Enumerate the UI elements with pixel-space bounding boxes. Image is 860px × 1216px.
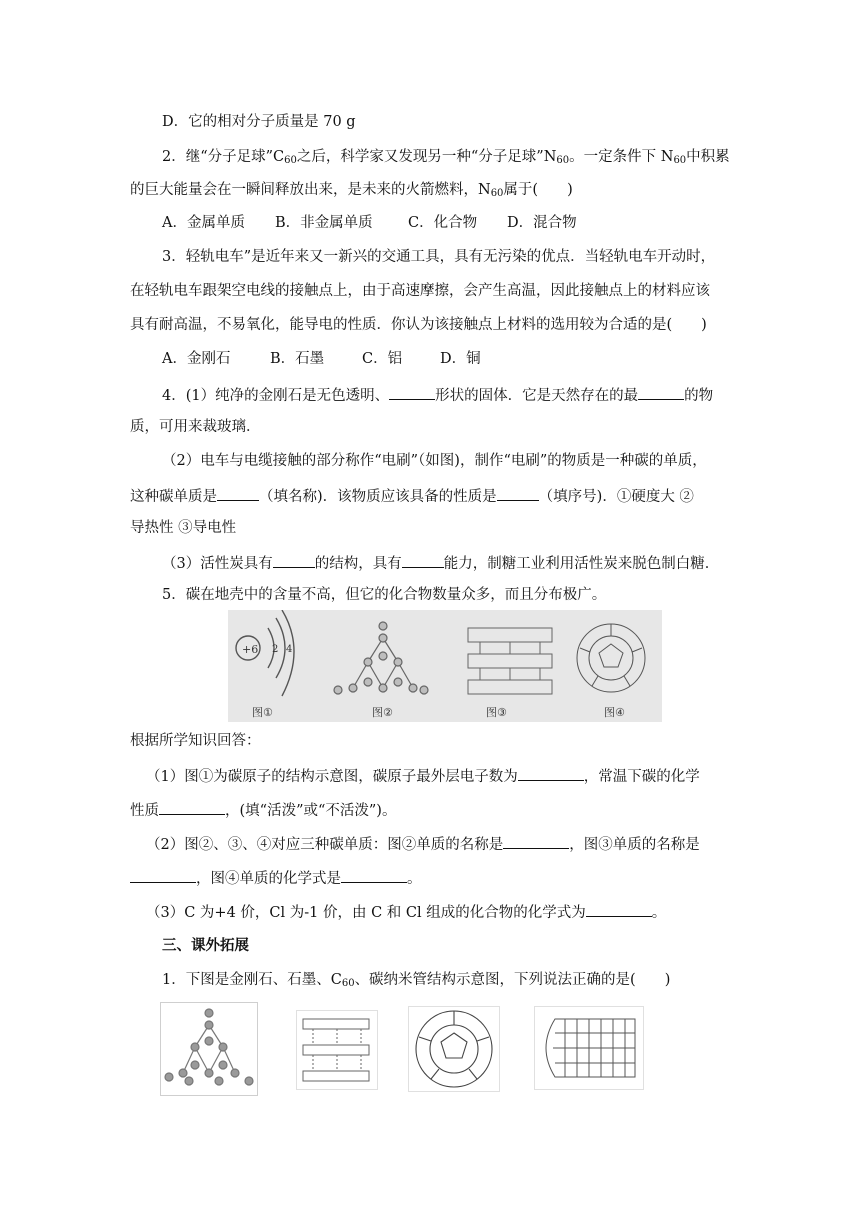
figure-label-2: 图② xyxy=(372,706,393,719)
graphite-icon xyxy=(297,1011,377,1089)
c60-icon xyxy=(409,1007,499,1091)
c60-figure xyxy=(408,1006,500,1092)
diamond-figure xyxy=(160,1002,258,1096)
q3-option-b[interactable]: B．石墨 xyxy=(270,351,325,367)
q4-part2-line2: 这种碳单质是 （填名称)．该物质应该具备的性质是 （填序号)．①硬度大 ② xyxy=(130,485,694,507)
carbon-figures-image xyxy=(228,610,662,722)
q5-sub3: （3）C 为+4 价，Cl 为-1 价，由 C 和 Cl 组成的化合物的化学式为 。 xyxy=(146,901,666,923)
answer-blank[interactable] xyxy=(217,485,259,501)
q2-option-c[interactable]: C．化合物 xyxy=(408,215,478,231)
graphite-figure xyxy=(296,1010,378,1090)
graphite-structure-icon xyxy=(468,628,552,694)
q4-part1-line2: 质，可用来裁玻璃． xyxy=(130,419,261,435)
q2-option-b[interactable]: B．非金属单质 xyxy=(275,215,373,231)
q5-intro: 5．碳在地壳中的含量不高，但它的化合物数量众多，而且分布极广。 xyxy=(162,587,607,603)
q4-part3: （3）活性炭具有 的结构，具有 能力，制糖工业利用活性炭来脱色制白糖． xyxy=(162,552,719,574)
atom-shell2-label: 4 xyxy=(286,644,293,655)
q3-option-a[interactable]: A．金刚石 xyxy=(162,351,231,367)
q1-option-d: D．它的相对分子质量是 70 g xyxy=(162,114,356,130)
q3-line1: 3．轻轨电车”是近年来又一新兴的交通工具，具有无污染的优点．当轻轨电车开动时， xyxy=(162,249,716,265)
q2-option-a[interactable]: A．金属单质 xyxy=(162,215,245,231)
q2-option-d[interactable]: D．混合物 xyxy=(507,215,577,231)
answer-blank[interactable] xyxy=(638,384,684,400)
answer-blank[interactable] xyxy=(341,867,407,883)
q3-line3: 具有耐高温，不易氧化，能导电的性质．你认为该接触点上材料的选用较为合适的是( ) xyxy=(130,317,707,333)
nanotube-figure xyxy=(534,1006,644,1090)
answer-blank[interactable] xyxy=(273,552,315,568)
answer-blank[interactable] xyxy=(503,833,569,849)
q3-line2: 在轻轨电车跟架空电线的接触点上，由于高速摩擦，会产生高温，因此接触点上的材料应该 xyxy=(130,283,710,299)
q5-answer-intro: 根据所学知识回答： xyxy=(130,733,261,749)
q5-sub1-line1: （1）图①为碳原子的结构示意图，碳原子最外层电子数为 ，常温下碳的化学 xyxy=(146,765,700,787)
answer-blank[interactable] xyxy=(402,552,444,568)
carbon-nanotube-icon xyxy=(535,1007,643,1089)
q4-part1-line1: 4．(1）纯净的金刚石是无色透明、 形状的固体．它是天然存在的最 的物 xyxy=(162,384,713,406)
diamond-structure-icon xyxy=(334,622,428,694)
carbon-figures-strip xyxy=(228,610,662,722)
c60-structure-icon xyxy=(577,624,645,692)
answer-blank[interactable] xyxy=(518,765,584,781)
figure-label-3: 图③ xyxy=(486,706,507,719)
section3-q1: 1．下图是金刚石、石墨、$C_{60}$、碳纳米管结构示意图，下列说法正确的是( ) xyxy=(162,972,671,989)
q4-part2-line1: （2）电车与电缆接触的部分称作“电刷”（如图)，制作“电刷”的物质是一种碳的单质， xyxy=(162,453,707,469)
atom-shell1-label: 2 xyxy=(272,644,279,655)
q2-line2: 的巨大能量会在一瞬间释放出来，是未来的火箭燃料，$N_{60}$属于( ) xyxy=(130,182,573,199)
q5-sub2-line2: ，图④单质的化学式是 。 xyxy=(130,867,422,889)
answer-blank[interactable] xyxy=(130,867,196,883)
answer-blank[interactable] xyxy=(159,799,225,815)
figure-label-4: 图④ xyxy=(604,706,625,719)
q5-sub2-line1: （2）图②、③、④对应三种碳单质：图②单质的名称是 ，图③单质的名称是 xyxy=(146,833,700,855)
answer-blank[interactable] xyxy=(586,901,652,917)
diamond-icon xyxy=(161,1003,257,1095)
answer-blank[interactable] xyxy=(389,384,435,400)
q2-options xyxy=(162,213,577,233)
q2-line1: 2．继“分子足球$”C_{60}$之后，科学家又发现另一种“分子足球$”N_{60}$。一定条件下 $N_{60}$中积累 xyxy=(162,149,730,166)
q3-option-d[interactable]: D．铜 xyxy=(440,351,481,367)
q3-option-c[interactable]: C．铝 xyxy=(362,351,403,367)
figure-label-1: 图① xyxy=(252,706,273,719)
answer-blank[interactable] xyxy=(497,485,539,501)
atom-nucleus-label: +6 xyxy=(242,643,259,656)
section-heading: 三、课外拓展 xyxy=(162,938,249,954)
q3-options xyxy=(162,349,481,369)
q5-sub1-line2: 性质 ，(填“活泼”或“不活泼”)。 xyxy=(130,799,396,821)
q4-part2-line3: 导热性 ③导电性 xyxy=(130,520,237,536)
